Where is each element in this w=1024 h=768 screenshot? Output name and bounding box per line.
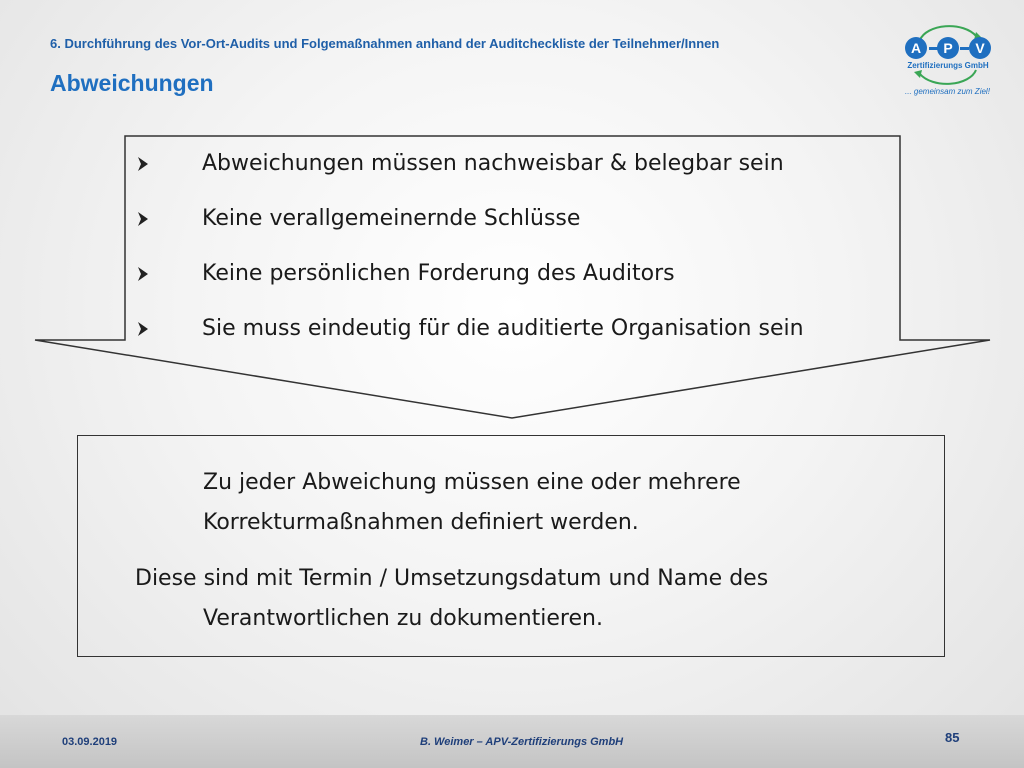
bullet-text: Keine verallgemeinernde Schlüsse (202, 206, 581, 231)
bullet-list (130, 136, 890, 356)
footer-author: B. Weimer – APV-Zertifizierungs GmbH (420, 736, 624, 748)
list-item (130, 191, 890, 246)
logo-letter-a: A (910, 40, 922, 56)
logo-letter-p: P (943, 40, 953, 56)
slide-title: Abweichungen (50, 70, 214, 96)
box-line: Verantwortlichen zu dokumentieren. (203, 606, 603, 631)
box-line: Diese sind mit Termin / Umsetzungsdatum und Name des (135, 566, 769, 591)
bullet-text: Sie muss eindeutig für die auditierte Organisation sein (202, 316, 804, 341)
footer-date: 03.09.2019 (62, 736, 118, 748)
arrowhead-bullet-icon (138, 212, 148, 226)
arrowhead-bullet-icon (138, 267, 148, 281)
bullet-text: Abweichungen müssen nachweisbar & belegbar sein (202, 151, 784, 176)
page-number: 85 (945, 730, 960, 745)
box-line: Zu jeder Abweichung müssen eine oder mehrere (203, 470, 741, 495)
slide-subtitle: 6. Durchführung des Vor-Ort-Audits und Folgemaßnahmen anhand der Auditcheckliste der Teilnehmer/Innen (50, 36, 720, 51)
list-item (130, 301, 890, 356)
measures-box (77, 435, 945, 657)
logo-company: Zertifizierungs GmbH (907, 61, 989, 70)
list-item (130, 246, 890, 301)
list-item (130, 136, 890, 191)
box-line: Korrekturmaßnahmen definiert werden. (203, 510, 639, 535)
bullet-text: Keine persönlichen Forderung des Auditors (202, 261, 675, 286)
logo-letter-v: V (975, 40, 985, 56)
logo-tagline: ... gemeinsam zum Ziel! (905, 87, 990, 96)
arrowhead-bullet-icon (138, 157, 148, 171)
arrowhead-bullet-icon (138, 322, 148, 336)
